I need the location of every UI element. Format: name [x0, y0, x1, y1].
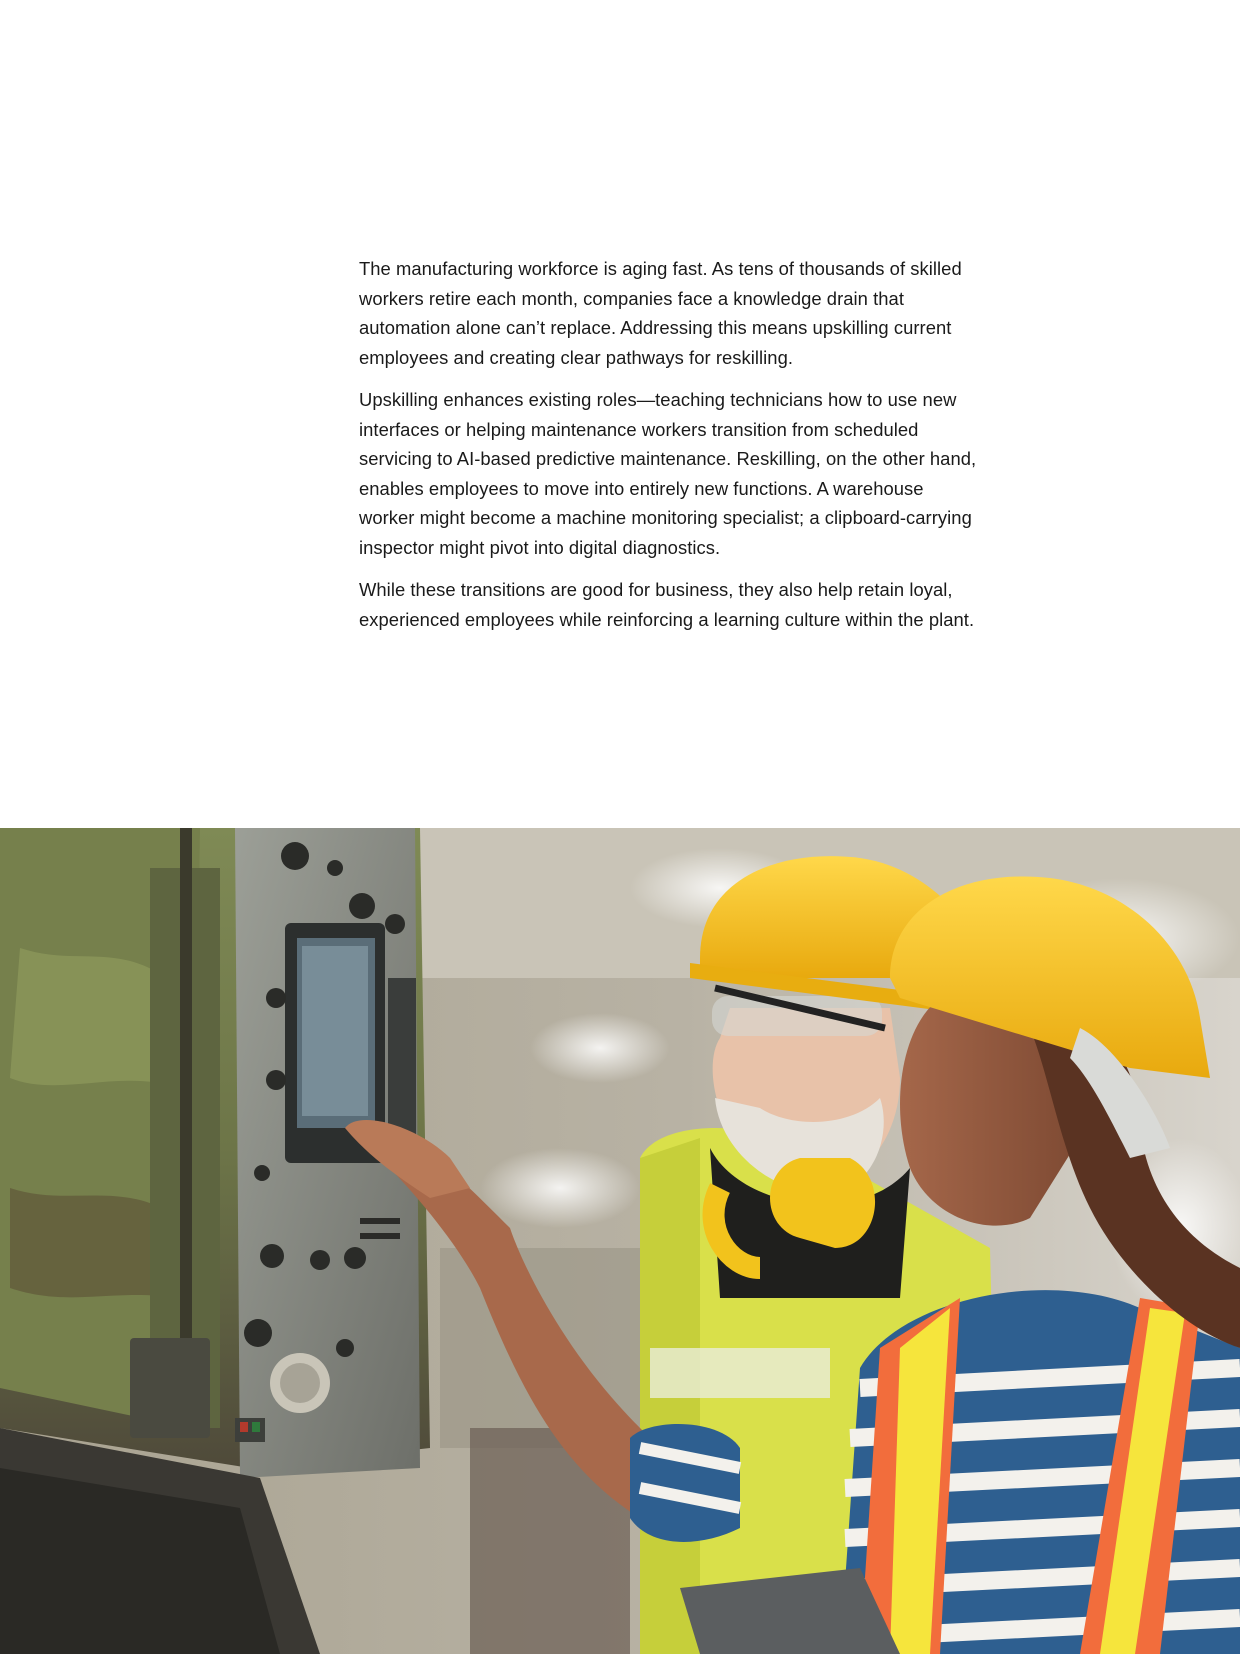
paragraph-intro: The manufacturing workforce is aging fast. As tens of thousands of skilled workers retire each month, companies face a knowledge drain that automation alone can’t replace. Addressing this means upskilling current employees and creating clear pathways for reskilling.	[359, 258, 962, 368]
paragraph-retention: While these transitions are good for business, they also help retain loyal, experienced employees while reinforcing a learning culture within the plant.	[359, 579, 975, 630]
paragraph-upskilling: Upskilling enhances existing roles—teaching technicians how to use new interfaces or helping maintenance workers transition from scheduled servicing to AI-based predictive maintenance. Reskilling, on the other hand, enables employees to move into entirely new functions. A warehouse worker might become a machine monitoring specialist; a clipboard-carrying inspector might pivot into digital diagnostics.	[359, 389, 977, 558]
article-body	[359, 254, 979, 647]
factory-workers-photo	[0, 828, 1240, 1654]
